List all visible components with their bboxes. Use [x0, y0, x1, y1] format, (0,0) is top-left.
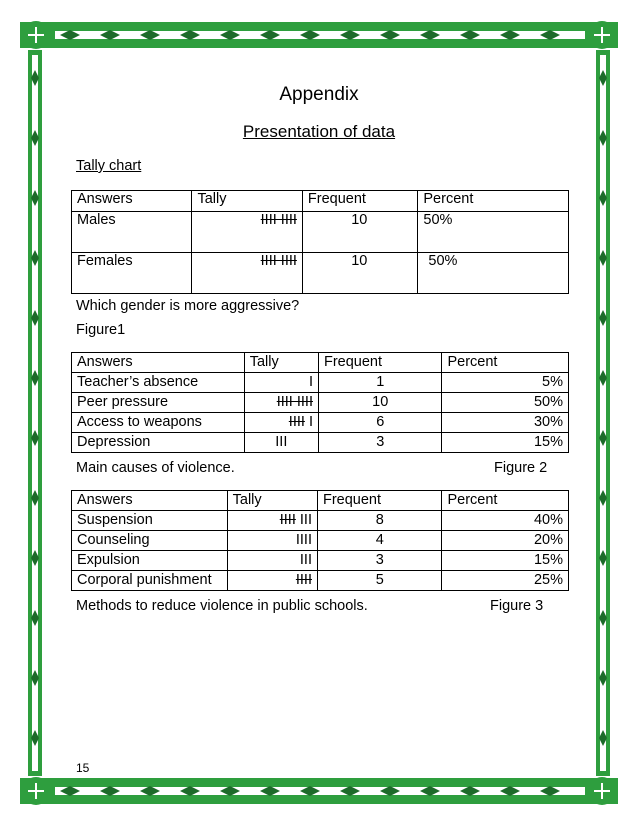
- answer-cell: Expulsion: [72, 551, 228, 571]
- decorative-border-top: [0, 0, 638, 70]
- header-cell: Answers: [72, 491, 228, 511]
- tally-cell: IIII IIII: [192, 253, 302, 294]
- figure3-label: Figure 3: [490, 598, 544, 614]
- gender-table: [71, 190, 569, 294]
- table-row: [72, 253, 569, 294]
- header-cell: Frequent: [302, 191, 417, 212]
- header-cell: Percent: [442, 353, 569, 373]
- percent-cell: 5%: [442, 373, 569, 393]
- tally-cell: III: [244, 433, 318, 453]
- tally-chart-label: Tally chart: [76, 158, 142, 174]
- header-cell: Percent: [418, 191, 569, 212]
- table-header-row: [72, 191, 569, 212]
- methods-table: [71, 490, 569, 591]
- answer-cell: Corporal punishment: [72, 571, 228, 591]
- decorative-border-bottom: [0, 756, 638, 826]
- frequency-cell: 10: [318, 393, 441, 413]
- percent-cell: 25%: [442, 571, 569, 591]
- frequency-cell: 5: [317, 571, 442, 591]
- table3-caption: Methods to reduce violence in public schools.: [76, 598, 368, 614]
- percent-cell: 50%: [442, 393, 569, 413]
- answer-cell: Males: [72, 212, 192, 253]
- tally-cell: IIII I: [244, 413, 318, 433]
- answer-cell: Depression: [72, 433, 245, 453]
- answer-cell: Peer pressure: [72, 393, 245, 413]
- header-cell: Tally: [244, 353, 318, 373]
- tally-cell: IIII: [227, 531, 317, 551]
- percent-cell: 20%: [442, 531, 569, 551]
- table-row: [72, 571, 569, 591]
- tally-cell: I: [244, 373, 318, 393]
- table-row: [72, 531, 569, 551]
- percent-cell: 50%: [418, 212, 569, 253]
- table-row: [72, 393, 569, 413]
- frequency-cell: 8: [317, 511, 442, 531]
- answer-cell: Counseling: [72, 531, 228, 551]
- header-cell: Answers: [72, 191, 192, 212]
- table-row: [72, 433, 569, 453]
- table-header-row: [72, 491, 569, 511]
- percent-cell: 15%: [442, 433, 569, 453]
- frequency-cell: 1: [318, 373, 441, 393]
- table1-caption: Which gender is more aggressive?: [76, 298, 300, 314]
- frequency-cell: 10: [302, 212, 417, 253]
- percent-cell: 30%: [442, 413, 569, 433]
- causes-table: [71, 352, 569, 453]
- header-cell: Answers: [72, 353, 245, 373]
- answer-cell: Teacher’s absence: [72, 373, 245, 393]
- answer-cell: Suspension: [72, 511, 228, 531]
- frequency-cell: 3: [318, 433, 441, 453]
- header-cell: Percent: [442, 491, 569, 511]
- tally-marks: IIII: [279, 512, 296, 528]
- header-cell: Tally: [227, 491, 317, 511]
- page-title: Appendix: [279, 84, 359, 105]
- header-cell: Tally: [192, 191, 302, 212]
- table2-caption: Main causes of violence.: [76, 460, 235, 476]
- tally-cell: IIII IIII: [192, 212, 302, 253]
- page-number: 15: [76, 761, 90, 775]
- frequency-cell: 3: [317, 551, 442, 571]
- tally-cell: IIII III: [227, 511, 317, 531]
- percent-cell: 50%: [418, 253, 569, 294]
- table-row: [72, 373, 569, 393]
- frequency-cell: 6: [318, 413, 441, 433]
- figure2-label: Figure 2: [494, 460, 548, 476]
- header-cell: Frequent: [317, 491, 442, 511]
- percent-cell: 40%: [442, 511, 569, 531]
- tally-cell: IIII IIII: [244, 393, 318, 413]
- tally-marks: IIII: [288, 414, 305, 430]
- tally-cell: IIII: [227, 571, 317, 591]
- table-row: [72, 551, 569, 571]
- frequency-cell: 10: [302, 253, 417, 294]
- page-subtitle: Presentation of data: [242, 122, 396, 141]
- figure1-label: Figure1: [76, 322, 126, 338]
- tally-cell: III: [227, 551, 317, 571]
- table-row: [72, 212, 569, 253]
- answer-cell: Females: [72, 253, 192, 294]
- percent-cell: 15%: [442, 551, 569, 571]
- answer-cell: Access to weapons: [72, 413, 245, 433]
- table-row: [72, 413, 569, 433]
- header-cell: Frequent: [318, 353, 441, 373]
- frequency-cell: 4: [317, 531, 442, 551]
- table-row: [72, 511, 569, 531]
- table-header-row: [72, 353, 569, 373]
